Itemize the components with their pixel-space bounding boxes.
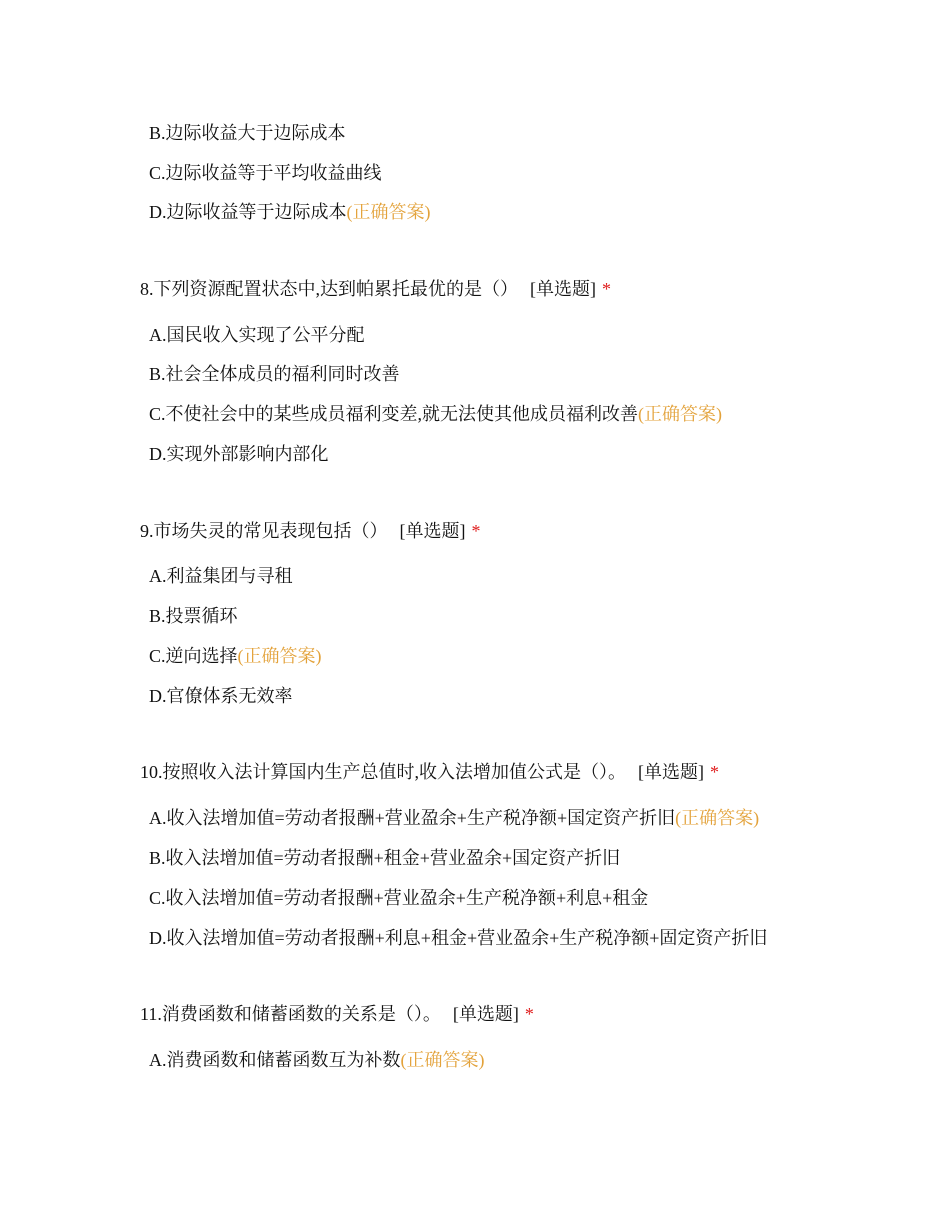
- option-item: [149, 402, 722, 426]
- option-item: [149, 200, 431, 224]
- option-text: B.边际收益大于边际成本: [149, 123, 346, 143]
- option-text: D.收入法增加值=劳动者报酬+利息+租金+营业盈余+生产税净额+固定资产折旧: [149, 928, 768, 948]
- option-item: [149, 926, 767, 950]
- question-type-label: [单选题]: [452, 1004, 519, 1024]
- option-text: B.投票循环: [149, 606, 238, 626]
- required-mark: *: [602, 279, 611, 299]
- correct-answer-tag: (正确答案): [237, 646, 322, 666]
- option-item: [149, 806, 759, 830]
- question-title: [140, 1002, 534, 1026]
- correct-answer-tag: (正确答案): [675, 808, 760, 828]
- option-text: B.收入法增加值=劳动者报酬+租金+营业盈余+国定资产折旧: [149, 848, 621, 868]
- option-text: C.边际收益等于平均收益曲线: [149, 163, 382, 183]
- question-text: 10.按照收入法计算国内生产总值时,收入法增加值公式是（）。: [140, 762, 626, 782]
- option-item: [149, 323, 365, 347]
- option-text: A.收入法增加值=劳动者报酬+营业盈余+生产税净额+国定资产折旧: [149, 808, 676, 828]
- required-mark: *: [710, 762, 719, 782]
- option-item: [149, 684, 293, 708]
- option-text: A.国民收入实现了公平分配: [149, 325, 365, 345]
- option-text: D.官僚体系无效率: [149, 686, 293, 706]
- correct-answer-tag: (正确答案): [400, 1050, 485, 1070]
- option-item: [149, 846, 620, 870]
- option-text: A.消费函数和储蓄函数互为补数: [149, 1050, 401, 1070]
- question-title: [140, 277, 611, 301]
- question-type-label: [单选题]: [399, 521, 466, 541]
- option-text: C.不使社会中的某些成员福利变差,就无法使其他成员福利改善: [149, 404, 639, 424]
- option-text: D.实现外部影响内部化: [149, 444, 329, 464]
- option-text: B.社会全体成员的福利同时改善: [149, 364, 400, 384]
- option-item: [149, 161, 382, 185]
- question-title: [140, 760, 719, 784]
- option-item: [149, 362, 400, 386]
- question-text: 11.消费函数和储蓄函数的关系是（）。: [140, 1004, 441, 1024]
- correct-answer-tag: (正确答案): [346, 202, 431, 222]
- required-mark: *: [471, 521, 481, 541]
- correct-answer-tag: (正确答案): [638, 404, 723, 424]
- option-item: [149, 886, 648, 910]
- option-text: C.逆向选择: [149, 646, 238, 666]
- question-type-label: [单选题]: [638, 762, 704, 782]
- option-item: [149, 644, 322, 668]
- option-item: [149, 442, 329, 466]
- option-item: [149, 604, 238, 628]
- required-mark: *: [524, 1004, 534, 1024]
- question-title: [140, 519, 481, 543]
- question-text: 8.下列资源配置状态中,达到帕累托最优的是（）: [140, 279, 518, 299]
- option-item: [149, 1048, 485, 1072]
- question-type-label: [单选题]: [530, 279, 596, 299]
- option-text: A.利益集团与寻租: [149, 566, 293, 586]
- option-text: C.收入法增加值=劳动者报酬+营业盈余+生产税净额+利息+租金: [149, 888, 649, 908]
- option-text: D.边际收益等于边际成本: [149, 202, 347, 222]
- question-text: 9.市场失灵的常见表现包括（）: [140, 521, 388, 541]
- option-item: [149, 564, 293, 588]
- option-item: [149, 121, 346, 145]
